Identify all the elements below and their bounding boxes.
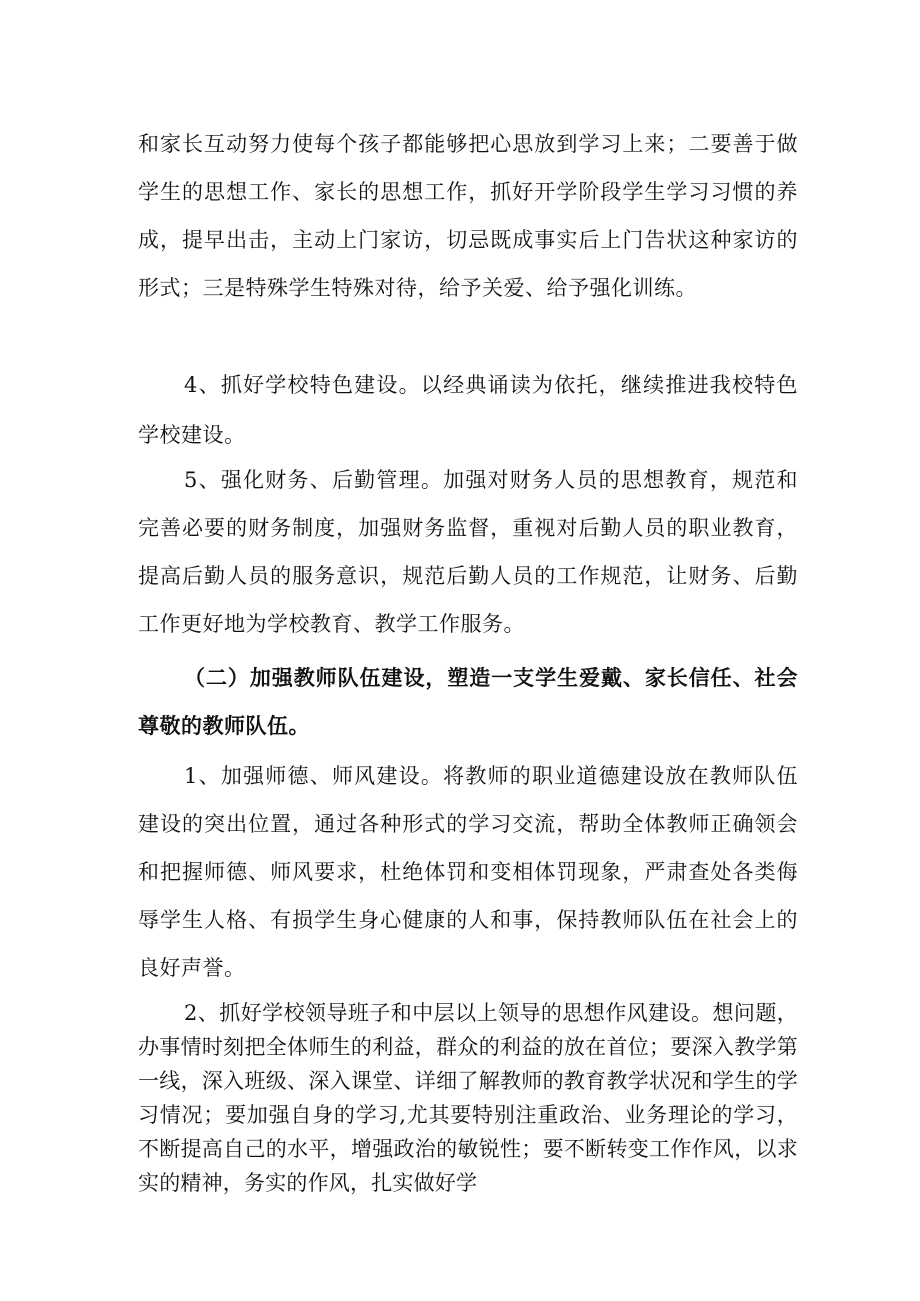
paragraph-leadership: 2、抓好学校领导班子和中层以上领导的思想作风建设。想问题，办事情时刻把全体师生的利益，群众的利益的放在首位；要深入教学第一线，深入班级、深入课堂、详细了解教师的教育教学状况和学生的学习情况；要加强自身的学习,尤其要特别注重政治、业务理论的学习，不断提高自己的水平，增强政治的敏锐性；要不断转变工作作风，以求实的精神，务实的作风，扎实做好学: [138, 1001, 798, 1195]
paragraph-continuation: 和家长互动努力使每个孩子都能够把心思放到学习上来；二要善于做学生的思想工作、家长的思想工作，抓好开学阶段学生学习习惯的养成，提早出击，主动上门家访，切忌既成事实后上门告状这种家访的形式；三是特殊学生特殊对待，给予关爱、给予强化训练。: [138, 132, 798, 300]
paragraph-item-5: 5、强化财务、后勤管理。加强对财务人员的思想教育，规范和完善必要的财务制度，加强财务监督，重视对后勤人员的职业教育，提高后勤人员的服务意识，规范后勤人员的工作规范，让财务、后勤工作更好地为学校教育、教学工作服务。: [138, 468, 798, 636]
section-heading-2: （二）加强教师队伍建设，塑造一支学生爱戴、家长信任、社会尊敬的教师队伍。: [138, 666, 798, 738]
paragraph-teacher-ethics: 1、加强师德、师风建设。将教师的职业道德建设放在教师队伍建设的突出位置，通过各种形式的学习交流，帮助全体教师正确领会和把握师德、师风要求，杜绝体罚和变相体罚现象，严肃查处各类侮辱学生人格、有损学生身心健康的人和事，保持教师队伍在社会上的良好声誉。: [138, 764, 798, 980]
paragraph-item-4: 4、抓好学校特色建设。以经典诵读为依托，继续推进我校特色学校建设。: [138, 373, 798, 447]
